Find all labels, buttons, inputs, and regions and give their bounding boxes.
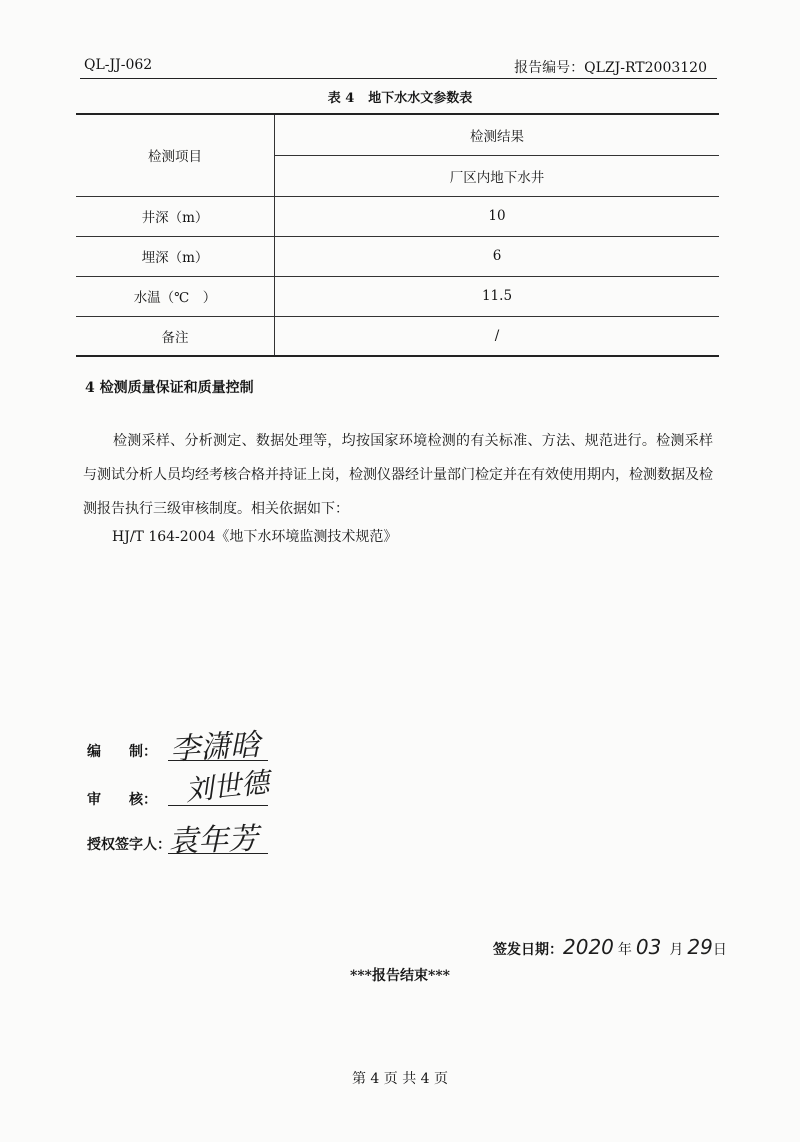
row-value: 11.5 xyxy=(275,276,720,316)
compile-sign-line xyxy=(168,760,268,761)
hydro-params-table xyxy=(76,113,719,357)
table-number: 表 4 xyxy=(327,91,355,106)
day-unit: 日 xyxy=(712,942,727,958)
issue-date xyxy=(493,935,727,959)
review-label: 审 核： xyxy=(87,792,157,808)
review-sign-line xyxy=(168,805,268,806)
compile-label: 编 制： xyxy=(87,744,157,760)
row-item: 井深（m） xyxy=(76,196,275,236)
table-row xyxy=(76,236,719,276)
page-number: 第 4 页 共 4 页 xyxy=(351,1071,449,1087)
section-paragraph: 检测采样、分析测定、数据处理等，均按国家环境检测的有关标准、方法、规范进行。检测采样与测试分析人员均经考核合格并持证上岗，检测仪器经计量部门检定并在有效使用期内，检测数据及检测报告执行三级审核制度。相关依据如下： xyxy=(83,433,713,517)
report-end: ***报告结束*** xyxy=(350,968,450,984)
table-row xyxy=(76,316,719,356)
row-item: 备注 xyxy=(76,316,275,356)
row-value: / xyxy=(275,316,720,356)
review-signature: 刘世德 xyxy=(183,765,271,808)
authorize-label: 授权签字人： xyxy=(87,837,171,853)
standard-reference: HJ/T 164-2004《地下水环境监测技术规范》 xyxy=(112,529,398,545)
month-unit: 月 xyxy=(669,942,684,958)
report-number: 报告编号：QLZJ-RT2003120 xyxy=(514,60,707,76)
col-header-result: 检测结果 xyxy=(275,114,720,155)
section-title: 4 检测质量保证和质量控制 xyxy=(85,380,254,396)
table-row xyxy=(76,276,719,316)
issue-month: 03 xyxy=(635,935,662,959)
col-header-item: 检测项目 xyxy=(76,114,275,196)
compile-signature: 李潇晗 xyxy=(169,727,262,768)
table-title xyxy=(0,87,800,106)
table-caption: 地下水水文参数表 xyxy=(368,91,473,106)
authorize-signature: 袁年芳 xyxy=(167,821,259,860)
header-rule xyxy=(80,78,717,79)
row-value: 6 xyxy=(275,236,720,276)
row-item: 埋深（m） xyxy=(76,236,275,276)
authorize-sign-line xyxy=(168,853,268,854)
doc-code: QL-JJ-062 xyxy=(84,57,153,73)
year-unit: 年 xyxy=(617,942,632,958)
row-value: 10 xyxy=(275,196,720,236)
issue-year: 2020 xyxy=(563,935,614,959)
issue-date-label: 签发日期： xyxy=(493,942,563,958)
issue-day: 29 xyxy=(687,935,713,959)
sub-col-header-well: 厂区内地下水井 xyxy=(275,155,720,196)
row-item: 水温（℃ ） xyxy=(76,276,275,316)
table-row xyxy=(76,196,719,236)
